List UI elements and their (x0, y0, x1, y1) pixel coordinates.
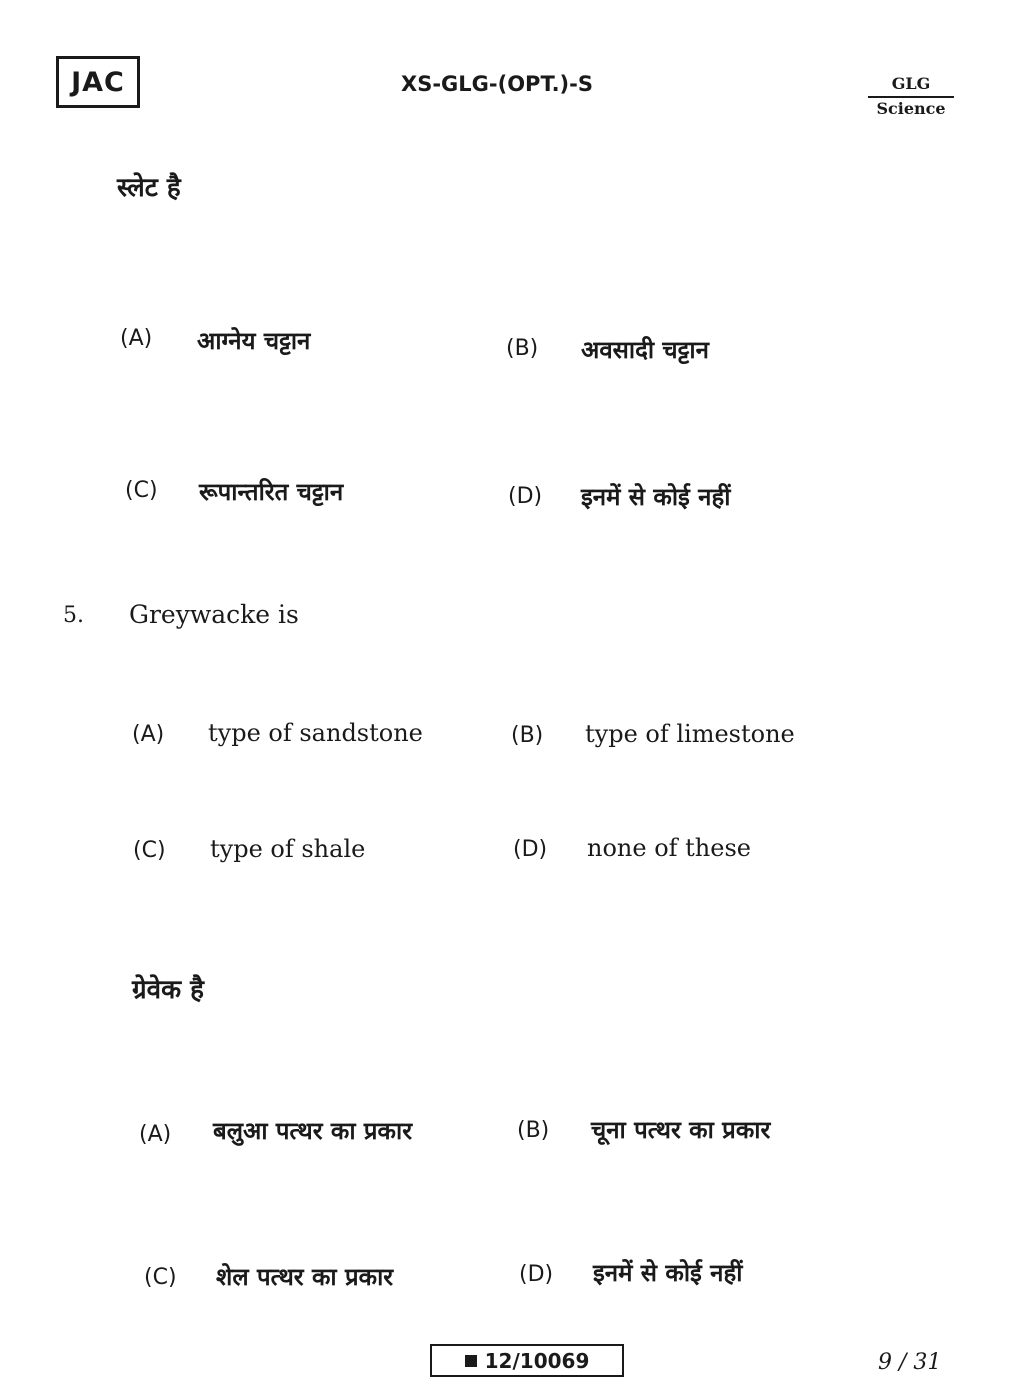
q5-hindi-stem: ग्रेवेक है (132, 975, 204, 1005)
page-number: 9 / 31 (878, 1350, 942, 1375)
q4-hi-option-d-text: इनमें से कोई नहीं (581, 483, 731, 511)
booklet-code-box (430, 1344, 624, 1377)
logo-text: JAC (71, 66, 125, 98)
subject-code: GLG (868, 73, 954, 98)
q4-hi-option-b-label: (B) (506, 336, 539, 361)
q5-hi-option-a-text: बलुआ पत्थर का प्रकार (213, 1117, 413, 1145)
q5-stem: Greywacke is (129, 600, 299, 629)
q5-hi-option-a-label: (A) (139, 1122, 172, 1147)
q5-number: 5. (63, 603, 84, 628)
q4-hi-option-d-label: (D) (508, 484, 543, 509)
booklet-code: 12/10069 (484, 1348, 590, 1373)
subject-block (868, 73, 954, 120)
q4-hi-option-c-label: (C) (125, 478, 158, 503)
paper-code: XS-GLG-(OPT.)-S (401, 72, 593, 96)
q5-hi-option-c-text: शेल पत्थर का प्रकार (216, 1263, 394, 1291)
q5-option-c-text: type of shale (210, 835, 366, 863)
q4-hi-option-c-text: रूपान्तरित चट्टान (199, 478, 344, 506)
q5-option-b-text: type of limestone (585, 720, 795, 748)
q5-hi-option-b-label: (B) (517, 1118, 550, 1143)
q5-hi-option-c-label: (C) (144, 1265, 177, 1290)
q5-hi-option-d-label: (D) (519, 1262, 554, 1287)
q5-hi-option-d-text: इनमें से कोई नहीं (593, 1259, 743, 1287)
q5-option-b-label: (B) (511, 723, 544, 748)
q5-option-c-label: (C) (133, 838, 166, 863)
q4-hi-option-a-label: (A) (120, 326, 153, 351)
square-bullet-icon (465, 1355, 477, 1367)
q5-option-a-label: (A) (132, 722, 165, 747)
q5-hi-option-b-text: चूना पत्थर का प्रकार (591, 1116, 771, 1144)
q5-option-d-text: none of these (587, 834, 751, 862)
q4-hi-option-a-text: आग्नेय चट्टान (197, 327, 311, 355)
subject-name: Science (876, 99, 946, 118)
q4-hi-option-b-text: अवसादी चट्टान (581, 336, 709, 364)
jac-logo (56, 56, 140, 108)
q5-option-a-text: type of sandstone (208, 719, 423, 747)
q5-option-d-label: (D) (513, 837, 548, 862)
q4-hindi-stem: स्लेट है (117, 173, 181, 203)
